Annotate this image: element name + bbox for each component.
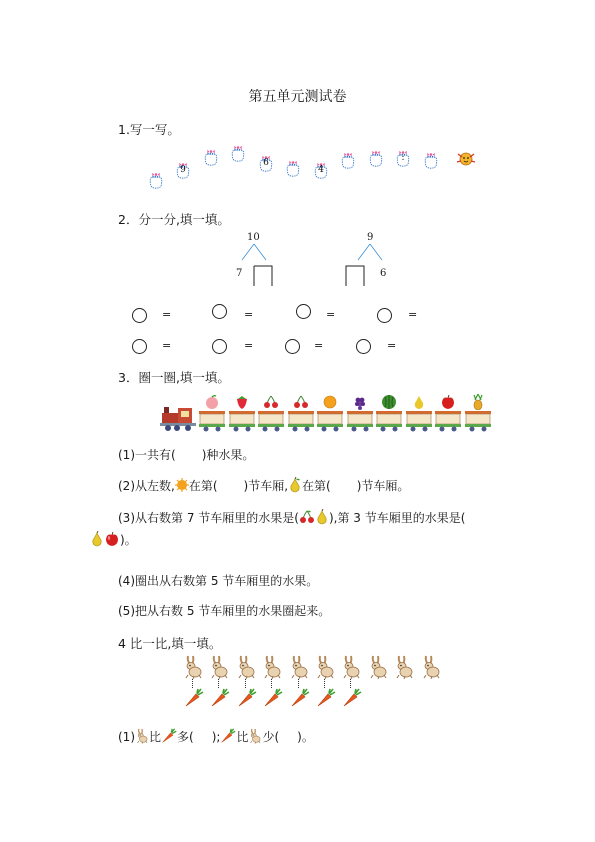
- q3-sub2: (2)从左数, 在第( )节车厢, 在第( )节车厢。: [118, 477, 409, 496]
- rabbit-icon: [261, 655, 283, 679]
- pear-icon: [411, 394, 427, 410]
- train-car: [375, 410, 403, 432]
- answer-circle[interactable]: [296, 304, 311, 319]
- number-jar: [175, 160, 191, 178]
- number-jar: [395, 148, 411, 166]
- train-car: [346, 410, 374, 432]
- equals-sign: =: [326, 308, 336, 321]
- rabbit-icon: [367, 655, 389, 679]
- train-car: [316, 410, 344, 432]
- dotted-connector: [298, 679, 301, 688]
- train-car: [287, 410, 315, 432]
- dotted-connector: [324, 679, 327, 688]
- dotted-connector: [271, 679, 274, 688]
- cherry-icon: [299, 510, 315, 527]
- equals-sign: =: [244, 308, 254, 321]
- rabbit-icon: [288, 655, 310, 679]
- tree-right-part: 6: [380, 268, 387, 279]
- q3-sub3-line1: (3)从右数第 7 节车厢里的水果是( ),第 3 节车厢里的水果是(: [118, 509, 465, 528]
- jar-number: 6: [263, 158, 269, 168]
- carrot-icon: [161, 728, 177, 747]
- split-tree-left: [230, 232, 280, 288]
- answer-circle[interactable]: [285, 339, 300, 354]
- pineapple-icon: [470, 394, 486, 410]
- number-jar: [368, 148, 384, 166]
- cartoon-character-icon: [455, 150, 477, 168]
- rabbit-icon: [182, 655, 204, 679]
- tree-left-top: 10: [247, 232, 260, 243]
- pear-icon: [288, 477, 302, 496]
- jar-number: 4: [318, 165, 324, 175]
- apple-icon: [104, 531, 120, 550]
- split-tree-right: [340, 232, 390, 288]
- jar-number: :: [401, 153, 405, 163]
- q1-heading: 1.写一写。: [118, 122, 180, 137]
- carrot-icon: [290, 688, 310, 708]
- carrot-icon: [263, 688, 283, 708]
- apple-icon: [440, 394, 456, 410]
- equals-sign: =: [162, 339, 172, 352]
- rabbit-icon: [340, 655, 362, 679]
- tree-right-top: 9: [367, 232, 374, 243]
- pear-icon: [315, 509, 329, 528]
- number-jar: [148, 170, 164, 188]
- page-title: 第五单元测试卷: [248, 89, 347, 105]
- jar-number: 9: [180, 165, 186, 175]
- cherry-icon: [293, 394, 309, 410]
- number-jar: [230, 143, 246, 161]
- pear-icon: [90, 531, 104, 550]
- train-car: [257, 410, 285, 432]
- answer-circle[interactable]: [356, 339, 371, 354]
- train-car: [405, 410, 433, 432]
- answer-circle[interactable]: [212, 304, 227, 319]
- q2-heading: 2．分一分,填一填。: [118, 212, 230, 227]
- dotted-connector: [245, 679, 248, 688]
- orange-icon: [175, 478, 189, 495]
- train-car: [434, 410, 462, 432]
- q3-sub1: (1)一共有( )种水果。: [118, 448, 255, 462]
- rabbit-icon: [393, 655, 415, 679]
- q4-heading: 4 比一比,填一填。: [118, 636, 222, 651]
- carrot-icon: [210, 688, 230, 708]
- dotted-connector: [192, 679, 195, 688]
- rabbit-icon: [135, 728, 149, 747]
- train-engine: [160, 404, 198, 432]
- equals-sign: =: [244, 339, 254, 352]
- rabbit-icon: [248, 728, 262, 747]
- carrot-icon: [316, 688, 336, 708]
- equals-sign: =: [387, 339, 397, 352]
- answer-circle[interactable]: [377, 308, 392, 323]
- answer-circle[interactable]: [132, 339, 147, 354]
- peach-icon: [204, 394, 220, 410]
- equals-sign: =: [162, 308, 172, 321]
- number-jar: [285, 158, 301, 176]
- train-car: [228, 410, 256, 432]
- dotted-connector: [350, 679, 353, 688]
- rabbit-icon: [208, 655, 230, 679]
- q3-heading: 3．圈一圈,填一填。: [118, 370, 230, 385]
- grape-icon: [352, 394, 368, 410]
- answer-circle[interactable]: [212, 339, 227, 354]
- carrot-icon: [184, 688, 204, 708]
- dotted-connector: [218, 679, 221, 688]
- equals-sign: =: [408, 308, 418, 321]
- orange-icon: [322, 394, 338, 410]
- tree-left-part: 7: [236, 268, 243, 279]
- carrot-icon: [342, 688, 362, 708]
- number-jar: [340, 150, 356, 168]
- q4-sub1: (1) 比 多( ); 比 少( )。: [118, 728, 314, 747]
- number-jar: [313, 160, 329, 178]
- number-jar: [423, 150, 439, 168]
- q3-sub5: (5)把从右数 5 节车厢里的水果圈起来。: [118, 604, 331, 618]
- carrot-icon: [237, 688, 257, 708]
- cherry-icon: [263, 394, 279, 410]
- strawberry-icon: [234, 394, 250, 410]
- number-jar: [258, 153, 274, 171]
- carrot-icon: [220, 728, 236, 747]
- rabbit-icon: [420, 655, 442, 679]
- q3-sub4: (4)圈出从右数第 5 节车厢里的水果。: [118, 574, 319, 588]
- number-jar: [203, 147, 219, 165]
- rabbit-icon: [314, 655, 336, 679]
- answer-circle[interactable]: [132, 308, 147, 323]
- equals-sign: =: [314, 339, 324, 352]
- watermelon-icon: [381, 394, 397, 410]
- train-car: [464, 410, 492, 432]
- q3-sub3-line2: )。: [90, 531, 137, 550]
- train-car: [198, 410, 226, 432]
- rabbit-icon: [235, 655, 257, 679]
